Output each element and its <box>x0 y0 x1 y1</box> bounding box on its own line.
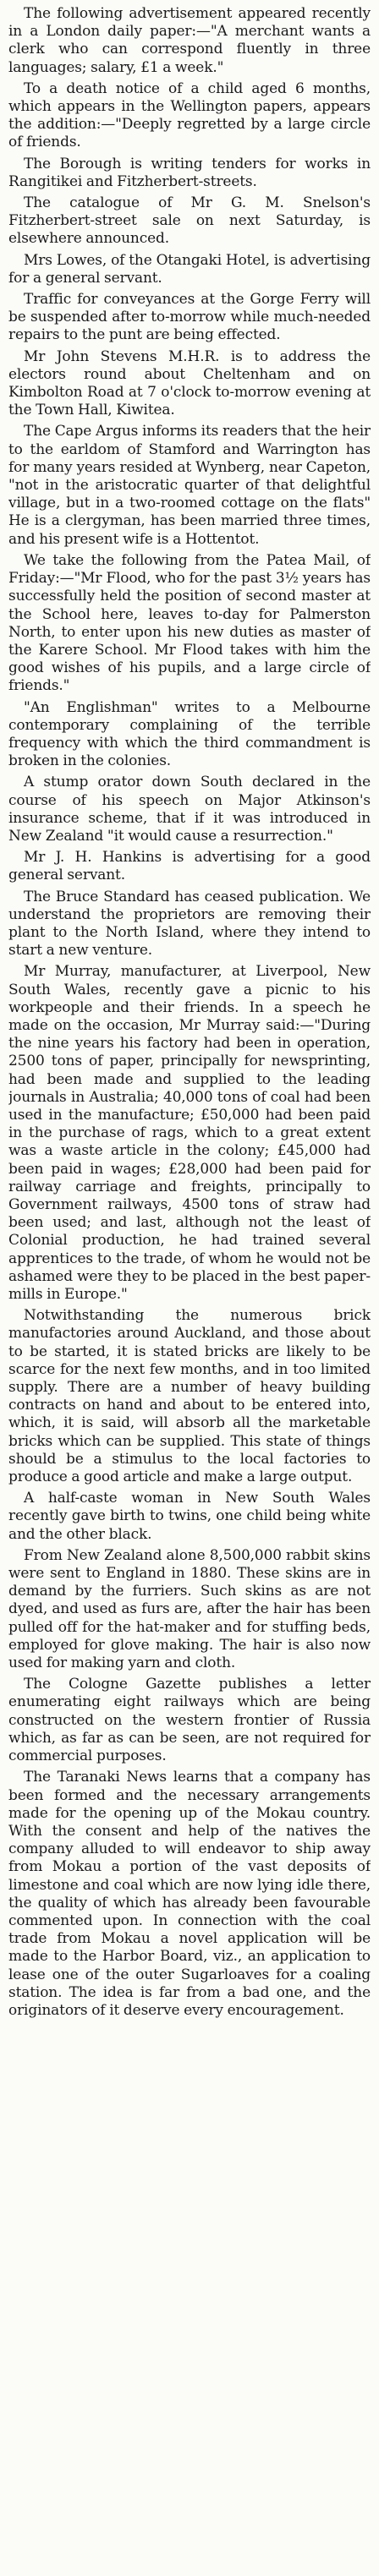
news-paragraph-bruce-standard: The Bruce Standard has ceased publication. We understand the proprietors are removing their plant to the North Island, where they intend to start a new venture. <box>8 888 371 960</box>
news-paragraph-englishman: "An Englishman" writes to a Melbourne contemporary complaining of the terrible frequency with which the third commandment is broken in the colonies. <box>8 698 371 770</box>
news-paragraph-cologne-gazette: The Cologne Gazette publishes a letter enumerating eight railways which are being constructed on the western frontier of Russia which, as far as can be seen, are not required for commercial purposes. <box>8 1676 371 1765</box>
news-paragraph-advertisement-clerk: The following advertisement appeared recently in a London daily paper:—"A merchant wants a clerk who can correspond fluently in three languages; salary, £1 a week." <box>8 5 371 76</box>
news-paragraph-rabbit-skins: From New Zealand alone 8,500,000 rabbit skins were sent to England in 1880. These skins are in demand by the furriers. Such skins as are not dyed, and used as furs are, after the hair has been pulled off for the hat-maker and for stuffing beds, employed for glove making. The hair is also now used for making yarn and cloth. <box>8 1546 371 1672</box>
news-paragraph-stump-orator: A stump orator down South declared in the course of his speech on Major Atkinson's insurance scheme, that if it was introduced in New Zealand "it would cause a resurrection." <box>8 774 371 845</box>
news-paragraph-cape-argus: The Cape Argus informs its readers that the heir to the earldom of Stamford and Warrington has for many years resided at Wynberg, near Capeton, "not in the aristocratic quarter of that delightful village, but in a two-roomed cottage on the flats" He is a clergyman, has been married three times, and his present wife is a Hottentot. <box>8 423 371 548</box>
news-paragraph-taranaki-news: The Taranaki News learns that a company has been formed and the necessary arrangements made for the opening up of the Mokau country. With the consent and help of the natives the company alluded to will endeavor to ship away from Mokau a portion of the vast deposits of limestone and coal which are now lying idle there, the quality of which has already been favourable commented upon. In connection with the coal trade from Mokau a novel application will be made to the Harbor Board, viz., an application to lease one of the outer Sugarloaves for a coaling station. The idea is far from a bad one, and the originators of it deserve every encouragement. <box>8 1769 371 2019</box>
news-paragraph-otangaki-hotel: Mrs Lowes, of the Otangaki Hotel, is advertising for a general servant. <box>8 251 371 287</box>
news-paragraph-auckland-bricks: Notwithstanding the numerous brick manufactories around Auckland, and those about to be started, it is stated bricks are likely to be scarce for the next few months, and in too limited supply. There are a number of heavy building contracts on hand and about to be entered into, which, it is said, will absorb all the marketable bricks which can be supplied. This state of things should be a stimulus to the local factories to produce a good article and make a large output. <box>8 1307 371 1486</box>
news-paragraph-borough-tenders: The Borough is writing tenders for works in Rangitikei and Fitzherbert-streets. <box>8 155 371 190</box>
news-paragraph-patea-mail: We take the following from the Patea Mail, of Friday:—"Mr Flood, who for the past 3½ years has successfully held the position of second master at the School here, leaves to-day for Palmerston North, to enter upon his new duties as master of the Karere School. Mr Flood takes with him the good wishes of his pupils, and a large circle of friends." <box>8 551 371 695</box>
news-paragraph-gorge-ferry: Traffic for conveyances at the Gorge Ferry will be suspended after to-morrow while much-needed repairs to the punt are being effected. <box>8 291 371 344</box>
news-paragraph-john-stevens: Mr John Stevens M.H.R. is to address the electors round about Cheltenham and on Kimbolton Road at 7 o'clock to-morrow evening at the Town Hall, Kiwitea. <box>8 347 371 419</box>
news-paragraph-twins: A half-caste woman in New South Wales recently gave birth to twins, one child being white and the other black. <box>8 1490 371 1543</box>
news-paragraph-snelson-sale: The catalogue of Mr G. M. Snelson's Fitzherbert-street sale on next Saturday, is elsewhere announced. <box>8 194 371 248</box>
news-paragraph-death-notice: To a death notice of a child aged 6 months, which appears in the Wellington papers, appears the addition:—"Deeply regretted by a large circle of friends. <box>8 79 371 151</box>
news-paragraph-hankins: Mr J. H. Hankins is advertising for a good general servant. <box>8 849 371 884</box>
news-paragraph-mr-murray: Mr Murray, manufacturer, at Liverpool, New South Wales, recently gave a picnic to his workpeople and their friends. In a speech he made on the occasion, Mr Murray said:—"During the nine years his factory had been in operation, 2500 tons of paper, principally for newsprinting, had been made and supplied to the leading journals in Australia; 40,000 tons of coal had been used in the manufacture; £50,000 had been paid in the purchase of rags, which to a great extent was a waste article in the colony; £45,000 had been paid in wages; £28,000 had been paid for railway carriage and freights, principally to Government railways, 4500 tons of straw had been used; and last, although not the least of Colonial production, he had trained several apprentices to the trade, of whom he would not be ashamed were they to be placed in the best paper-mills in Europe." <box>8 963 371 1304</box>
news-column <box>8 5 371 2571</box>
